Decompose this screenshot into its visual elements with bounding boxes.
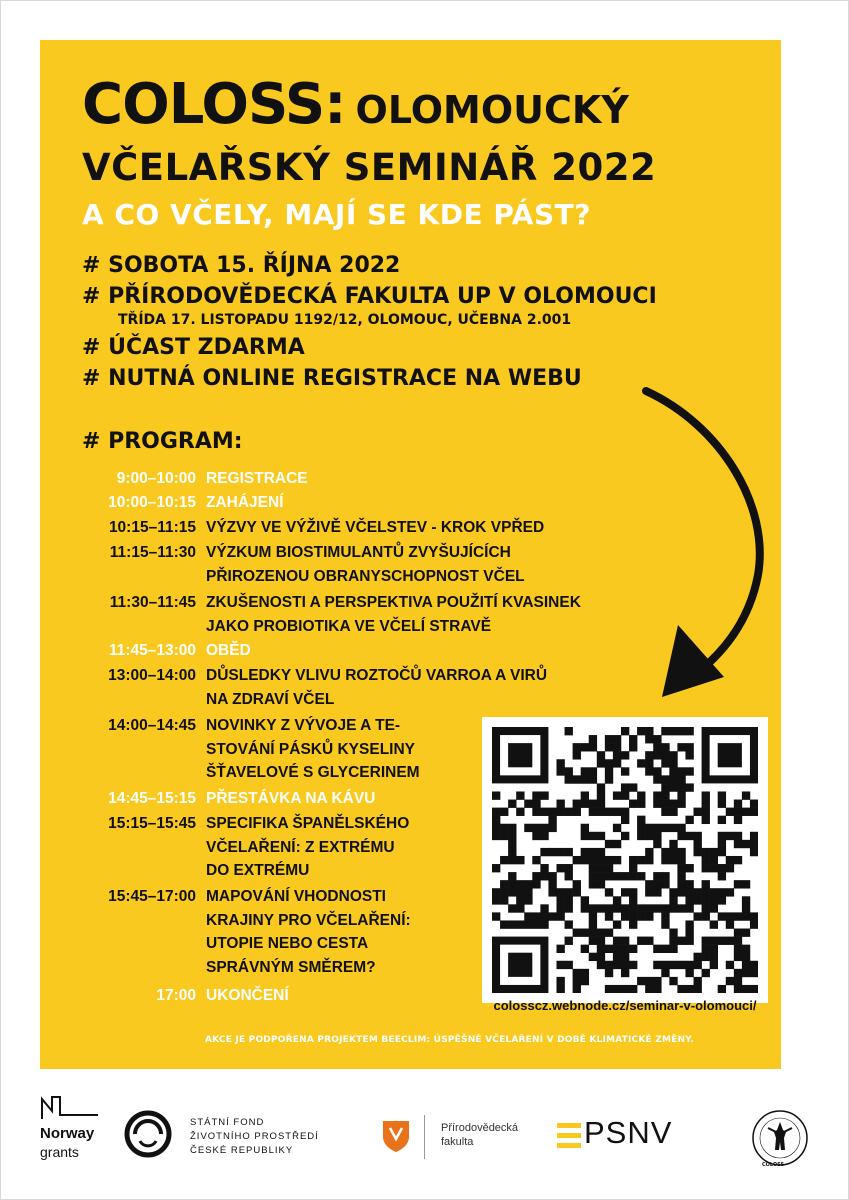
program-title-line: SPECIFIKA ŠPANĚLSKÉHO — [206, 815, 410, 832]
program-time: 9:00–10:00 — [116, 470, 196, 487]
qr-finder-pattern — [492, 937, 548, 993]
program-title — [206, 714, 420, 785]
program-heading: # PROGRAM: — [82, 429, 243, 454]
info-address: TŘÍDA 17. LISTOPADU 1192/12, OLOMOUC, UČEBNA 2.001 — [118, 312, 572, 328]
info-place: # PŘÍRODOVĚDECKÁ FAKULTA UP V OLOMOUCI — [82, 284, 657, 309]
program-time: 11:45–13:00 — [108, 642, 196, 659]
program-title — [206, 885, 411, 979]
program-title — [206, 664, 547, 711]
program-title-line: SPRÁVNÝM SMĚREM? — [206, 958, 376, 976]
program-title — [206, 812, 409, 883]
program-title: VÝZVY VE VÝŽIVĚ VČELSTEV - KROK VPŘED — [206, 519, 545, 536]
program-title-line: MAPOVÁNÍ VHODNOSTI — [206, 888, 386, 905]
program-title-line: ŠŤAVELOVÉ S GLYCERINEM — [206, 764, 420, 781]
sfzp-logo-text — [190, 1116, 319, 1158]
up-line: fakulta — [441, 1136, 474, 1148]
program-time: 14:45–15:15 — [108, 790, 196, 807]
title-olomoucky: OLOMOUCKÝ — [355, 88, 629, 132]
coloss-badge-text: COLOSS — [762, 1162, 785, 1168]
footer-logos — [0, 1075, 849, 1200]
subtitle: A CO VČELY, MAJÍ SE KDE PÁST? — [82, 198, 591, 231]
title-line-2: VČELAŘSKÝ SEMINÁŘ 2022 — [82, 146, 657, 189]
program-time: 11:15–11:30 — [109, 544, 196, 561]
program-title-line: JAKO PROBIOTIKA VE VČELÍ STRAVĚ — [206, 617, 492, 635]
program-title-line: ZKUŠENOSTI A PERSPEKTIVA POUŽITÍ KVASINEK — [206, 594, 581, 611]
norway-logo-line1: Norway — [40, 1125, 95, 1142]
program-title-line: UTOPIE NEBO CESTA — [206, 935, 369, 952]
sfzp-line: ŽIVOTNÍHO PROSTŘEDÍ — [190, 1131, 319, 1142]
psnv-logo-text: PSNV — [584, 1115, 673, 1150]
info-date: # SOBOTA 15. ŘÍJNA 2022 — [82, 253, 401, 278]
program-time: 15:45–17:00 — [108, 888, 196, 905]
program-title-line: KRAJINY PRO VČELAŘENÍ: — [206, 911, 411, 929]
sfzp-ring-icon — [123, 1109, 173, 1159]
program-title-line: DŮSLEDKY VLIVU ROZTOČŮ VARROA A VIRŮ — [206, 667, 548, 684]
program-title — [206, 541, 525, 588]
norway-grants-icon — [40, 1095, 100, 1121]
program-time: 10:15–11:15 — [108, 519, 196, 536]
program-time: 13:00–14:00 — [108, 667, 196, 684]
program-time: 14:00–14:45 — [108, 717, 196, 734]
up-divider — [424, 1115, 425, 1159]
program-title: ZAHÁJENÍ — [206, 494, 284, 511]
qr-code-icon — [492, 727, 758, 993]
program-title-line: NA ZDRAVÍ VČEL — [206, 690, 335, 708]
qr-url-link[interactable]: colosscz.webnode.cz/seminar-v-olomouci/ — [493, 998, 757, 1013]
program-title-line: VÝZKUM BIOSTIMULANTŮ ZVYŠUJÍCÍCH — [206, 544, 511, 561]
qr-code[interactable] — [482, 717, 768, 1003]
support-note: AKCE JE PODPOŘENA PROJEKTEM BEECLIM: ÚSPĚŠNÉ VČELAŘENÍ V DOBĚ KLIMATICKÉ ZMĚNY. — [205, 1035, 695, 1045]
sfzp-line: ČESKÉ REPUBLIKY — [190, 1145, 294, 1156]
up-shield-icon — [381, 1119, 411, 1153]
sfzp-line: STÁTNÍ FOND — [190, 1117, 265, 1128]
program-title-line: PŘIROZENOU OBRANYSCHOPNOST VČEL — [206, 567, 525, 585]
up-line: Přírodovědecká — [441, 1122, 519, 1134]
info-registration: # NUTNÁ ONLINE REGISTRACE NA WEBU — [82, 366, 582, 391]
program-title: PŘESTÁVKA NA KÁVU — [206, 790, 376, 807]
program-time: 15:15–15:45 — [108, 815, 196, 832]
program-title: UKONČENÍ — [206, 987, 289, 1004]
program-title: OBĚD — [206, 642, 251, 659]
norway-logo-line2: grants — [40, 1144, 79, 1160]
program-title: REGISTRACE — [206, 470, 308, 487]
program-title-line: DO EXTRÉMU — [206, 862, 310, 879]
curved-arrow-icon — [640, 385, 780, 705]
qr-finder-pattern — [492, 727, 548, 783]
coloss-badge-icon — [750, 1108, 810, 1168]
program-title-line: VČELAŘENÍ: Z EXTRÉMU — [206, 838, 395, 856]
program-time: 10:00–10:15 — [108, 494, 196, 511]
program-time: 11:30–11:45 — [109, 594, 196, 611]
psnv-bars-icon — [557, 1123, 581, 1149]
program-title-line: STOVÁNÍ PÁSKŮ KYSELINY — [206, 740, 416, 758]
qr-finder-pattern — [702, 727, 758, 783]
info-free: # ÚČAST ZDARMA — [82, 335, 305, 360]
title-coloss: COLOSS: — [82, 72, 346, 137]
program-title — [206, 591, 581, 638]
program-time: 17:00 — [156, 987, 196, 1004]
program-title-line: NOVINKY Z VÝVOJE A TE- — [206, 717, 401, 734]
up-logo-text — [441, 1121, 518, 1149]
title-line-1 — [82, 72, 629, 137]
